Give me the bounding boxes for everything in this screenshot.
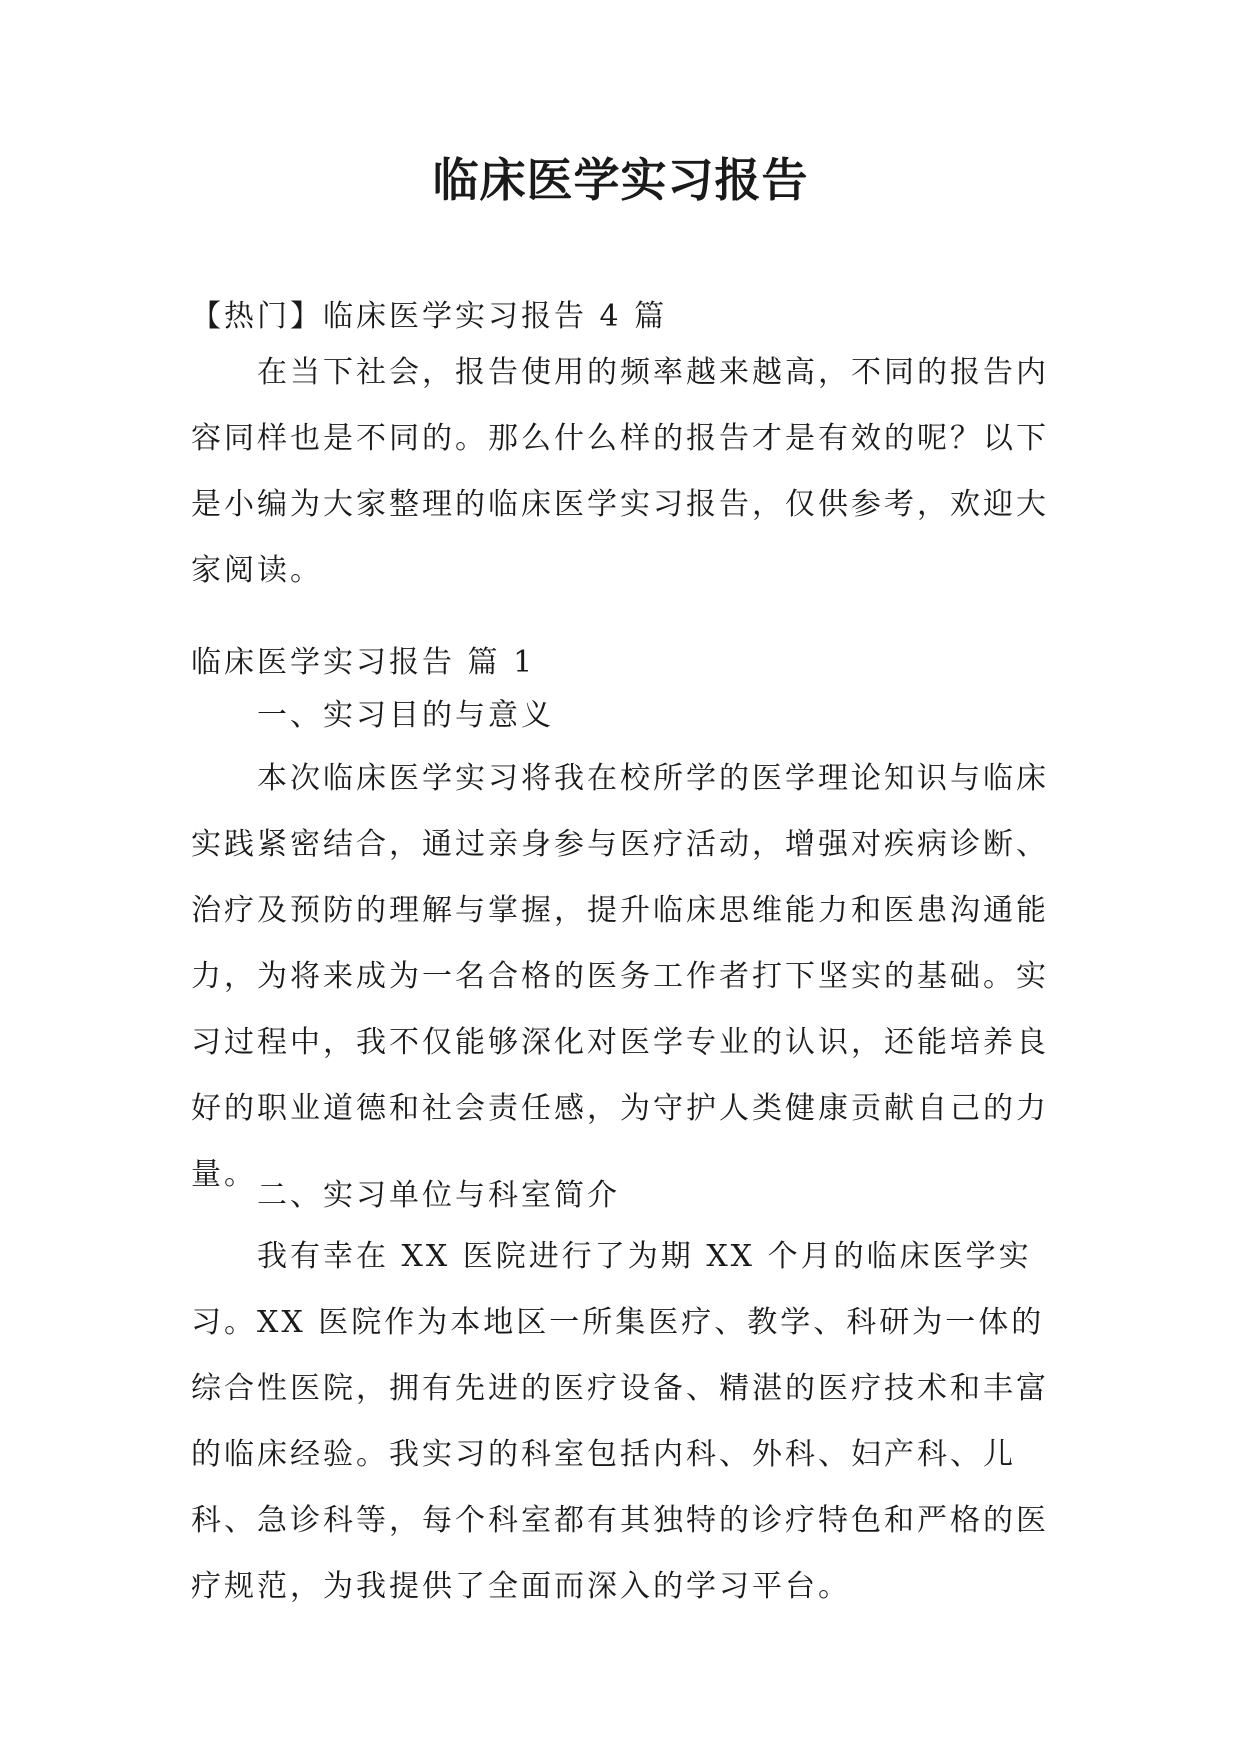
section-heading: 临床医学实习报告 篇 1 bbox=[191, 645, 536, 680]
paragraph-unit: 我有幸在 XX 医院进行了为期 XX 个月的临床医学实习。XX 医院作为本地区一所集医疗、教学、科研为一体的综合性医院，拥有先进的医疗设备、精湛的医疗技术和丰富的临床经验。我实习的科室包括内科、外科、妇产科、儿科、急诊科等，每个科室都有其独特的诊疗特色和严格的医疗规范，为我提供了全面而深入的学习平台。 bbox=[191, 1239, 1049, 1604]
intro-heading: 【热门】临床医学实习报告 4 篇 bbox=[191, 299, 668, 334]
subsection-heading-purpose: 一、实习目的与意义 bbox=[257, 698, 554, 733]
intro-paragraph: 在当下社会，报告使用的频率越来越高，不同的报告内容同样也是不同的。那么什么样的报告才是有效的呢？以下是小编为大家整理的临床医学实习报告，仅供参考，欢迎大家阅读。 bbox=[191, 355, 1049, 588]
paragraph-purpose: 本次临床医学实习将我在校所学的医学理论知识与临床实践紧密结合，通过亲身参与医疗活动，增强对疾病诊断、治疗及预防的理解与掌握，提升临床思维能力和医患沟通能力，为将来成为一名合格的医务工作者打下坚实的基础。实习过程中，我不仅能够深化对医学专业的认识，还能培养良好的职业道德和社会责任感，为守护人类健康贡献自己的力量。 bbox=[191, 761, 1049, 1192]
document-title: 临床医学实习报告 bbox=[432, 153, 809, 207]
subsection-heading-unit: 二、实习单位与科室简介 bbox=[257, 1178, 620, 1213]
